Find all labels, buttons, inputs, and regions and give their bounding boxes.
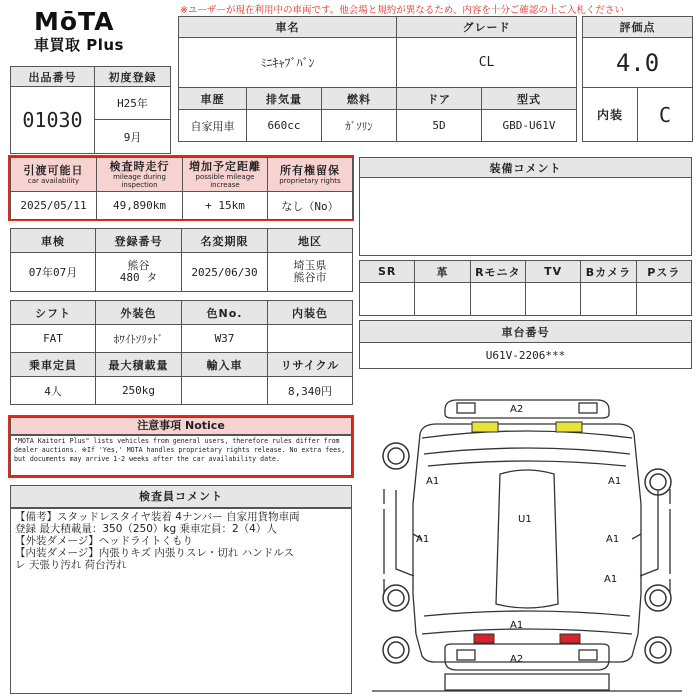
- rear-hatch-line: [422, 629, 632, 634]
- notice-body: "MOTA Kaitori Plus" lists vehicles from general users, therefore rules differ from dealer auctions. ※If 'Yes,' MOTA handles proprietary rights release. No extra fees, but documents may arrive 1-2 weeks after the car availability date.: [10, 435, 352, 476]
- availability-en: car availability: [27, 177, 80, 185]
- increase-value: + 15km: [183, 192, 268, 220]
- history: 自家用車: [179, 110, 247, 142]
- wheel-bottom-left-hub: [388, 642, 404, 658]
- option-rear-monitor: Rモニタ: [470, 261, 525, 283]
- lot-label: 出品番号: [11, 67, 95, 87]
- damage-front-left: A1: [426, 476, 440, 487]
- interior-label: 内装: [583, 88, 638, 142]
- fuel: ｶﾞｿﾘﾝ: [322, 110, 397, 142]
- area-prefecture: 埼玉県: [293, 259, 327, 272]
- plate-number: [96, 253, 182, 292]
- rights-header: [268, 158, 353, 192]
- grade-label: グレード: [397, 17, 577, 38]
- left-door-outline: [396, 490, 414, 576]
- model: GBD-U61V: [482, 110, 577, 142]
- first-reg-month: 9月: [95, 120, 171, 154]
- doors: 5D: [397, 110, 482, 142]
- exterior-color: ﾎﾜｲﾄｿﾘｯﾄﾞ: [96, 325, 182, 353]
- damage-front-right: A1: [608, 476, 622, 487]
- headlight-left: [472, 422, 498, 432]
- rear-plate-outline: [457, 650, 475, 660]
- chassis-number: U61V-2206***: [360, 343, 692, 369]
- rear-plate-outline: [579, 650, 597, 660]
- deadline-date: 2025/06/30: [182, 253, 268, 292]
- plate-label: 登録番号: [96, 229, 182, 253]
- equipment-comment: [360, 178, 692, 256]
- rear-step-outline: [445, 674, 609, 690]
- fuel-label: 燃料: [322, 88, 397, 110]
- import-label: 輸入車: [182, 353, 268, 377]
- availability-header: [11, 158, 97, 192]
- damage-rear-mid-right: A1: [604, 574, 618, 585]
- vehicle-table: [178, 16, 577, 142]
- taillight-right: [560, 634, 580, 643]
- damage-mid-left: A1: [416, 534, 430, 545]
- rights-value: なし（No）: [268, 192, 353, 220]
- exterior-color-label: 外装色: [96, 301, 182, 325]
- increase-jp: 増加予定距離: [189, 160, 261, 173]
- option-sr: SR: [360, 261, 415, 283]
- color-no: W37: [182, 325, 268, 353]
- chassis-label: 車台番号: [360, 321, 692, 343]
- wheel-front-left-hub: [388, 448, 404, 464]
- wheel-bottom-right-hub: [650, 642, 666, 658]
- availability-jp: 引渡可能日: [23, 164, 84, 177]
- option-cell: [581, 283, 636, 316]
- wheel-front-left: [383, 443, 409, 469]
- first-reg-label: 初度登録: [95, 67, 171, 87]
- lot-table: [10, 66, 171, 154]
- chassis-table: [359, 320, 692, 369]
- color-no-label: 色No.: [182, 301, 268, 325]
- displacement: 660cc: [247, 110, 322, 142]
- inspection-date: 07年07月: [11, 253, 96, 292]
- damage-roof: U1: [518, 514, 532, 525]
- increase-header: [183, 158, 268, 192]
- inspection-label: 車検: [11, 229, 96, 253]
- option-cell: [415, 283, 470, 316]
- front-plate-outline: [457, 403, 475, 413]
- logo-sub-text: 車買取 Plus: [34, 36, 124, 54]
- history-label: 車歴: [179, 88, 247, 110]
- wheel-rear-left: [383, 585, 409, 611]
- right-pillar: [632, 534, 641, 539]
- equipment-table: [359, 157, 692, 256]
- windshield-line: [428, 461, 626, 466]
- model-label: 型式: [482, 88, 577, 110]
- interior-color-label: 内装色: [268, 301, 353, 325]
- damage-mid-right: A1: [606, 534, 620, 545]
- import-value: [182, 377, 268, 405]
- mileage-value: 49,890km: [97, 192, 183, 220]
- displacement-label: 排気量: [247, 88, 322, 110]
- increase-en: possible mileage increase: [195, 173, 255, 189]
- damage-top: A2: [510, 404, 524, 415]
- rights-jp: 所有権留保: [280, 164, 340, 177]
- option-cell: [636, 283, 691, 316]
- area-value: [268, 253, 353, 292]
- logo-main-text: MōTA: [34, 7, 115, 36]
- car-damage-diagram: [362, 394, 692, 694]
- lot-number: 01030: [11, 87, 95, 154]
- plate-region: 熊谷: [127, 259, 150, 272]
- options-table: [359, 260, 692, 316]
- capacity-label: 乗車定員: [11, 353, 96, 377]
- windshield-line: [424, 448, 630, 454]
- mileage-en: mileage during inspection: [113, 173, 166, 189]
- mileage-jp: 検査時走行: [109, 160, 170, 173]
- inspector-title: 検査員コメント: [10, 485, 352, 508]
- mileage-header: [97, 158, 183, 192]
- load-value: 250kg: [96, 377, 182, 405]
- interior-grade: C: [638, 88, 693, 142]
- taillight-left: [474, 634, 494, 643]
- car-name-label: 車名: [179, 17, 397, 38]
- wheel-front-right-hub: [650, 474, 666, 490]
- first-reg-year: H25年: [95, 87, 171, 120]
- option-tv: TV: [525, 261, 580, 283]
- availability-date: 2025/05/11: [11, 192, 97, 220]
- damage-rear: A1: [510, 620, 524, 631]
- plate-code: 480 タ: [119, 271, 158, 284]
- rights-en: proprietary rights: [279, 177, 341, 185]
- rear-bumper-outline: [445, 644, 609, 670]
- damage-rear-bumper: A2: [510, 654, 524, 665]
- score-value: 4.0: [583, 38, 693, 88]
- area-label: 地区: [268, 229, 353, 253]
- grade: CL: [397, 38, 577, 88]
- option-power-slide: Pスラ: [636, 261, 691, 283]
- mota-logo: [34, 8, 144, 54]
- top-notice: ※ユーザーが現在利用中の車両です。他会場と規約が異なるため、内容を十分ご確認の上ご入札ください: [180, 5, 624, 16]
- inspector-comment: 【備考】スタッドレスタイヤ装着 4ナンバー 自家用貨物車両 登録 最大積載量：350（250）kg 乗車定員：2（4）人 【外装ダメージ】ヘッドライトくもり 【内装ダメージ】内張りキズ 内張りスレ・切れ ハンドルス レ 天張り汚れ 荷台汚れ: [10, 508, 352, 694]
- doors-label: ドア: [397, 88, 482, 110]
- availability-table: [10, 157, 353, 220]
- car-name: ﾐﾆｷｬﾌﾞﾊﾞﾝ: [179, 38, 397, 88]
- wheel-rear-right-hub: [650, 590, 666, 606]
- load-label: 最大積載量: [96, 353, 182, 377]
- deadline-label: 名変期限: [182, 229, 268, 253]
- option-cell: [360, 283, 415, 316]
- hood-line: [422, 431, 632, 438]
- option-cell: [525, 283, 580, 316]
- capacity-value: 4人: [11, 377, 96, 405]
- right-door-outline: [640, 490, 658, 576]
- option-cell: [470, 283, 525, 316]
- shift-label: シフト: [11, 301, 96, 325]
- front-plate-outline: [579, 403, 597, 413]
- rear-hatch-line: [424, 611, 630, 616]
- recycle-fee: 8,340円: [268, 377, 353, 405]
- score-label: 評価点: [583, 17, 693, 38]
- interior-color: [268, 325, 353, 353]
- headlight-right: [556, 422, 582, 432]
- option-leather: 革: [415, 261, 470, 283]
- registration-table: [10, 228, 353, 292]
- notice-title: 注意事項 Notice: [10, 417, 352, 435]
- recycle-label: リサイクル: [268, 353, 353, 377]
- shift-value: FAT: [11, 325, 96, 353]
- score-table: [582, 16, 693, 142]
- wheel-bottom-right: [645, 637, 671, 663]
- wheel-bottom-left: [383, 637, 409, 663]
- area-city: 熊谷市: [293, 271, 327, 284]
- option-back-camera: Bカメラ: [581, 261, 636, 283]
- wheel-rear-left-hub: [388, 590, 404, 606]
- wheel-rear-right: [645, 585, 671, 611]
- roof-outline: [496, 470, 558, 608]
- equipment-label: 装備コメント: [360, 158, 692, 178]
- specs-table: [10, 300, 353, 405]
